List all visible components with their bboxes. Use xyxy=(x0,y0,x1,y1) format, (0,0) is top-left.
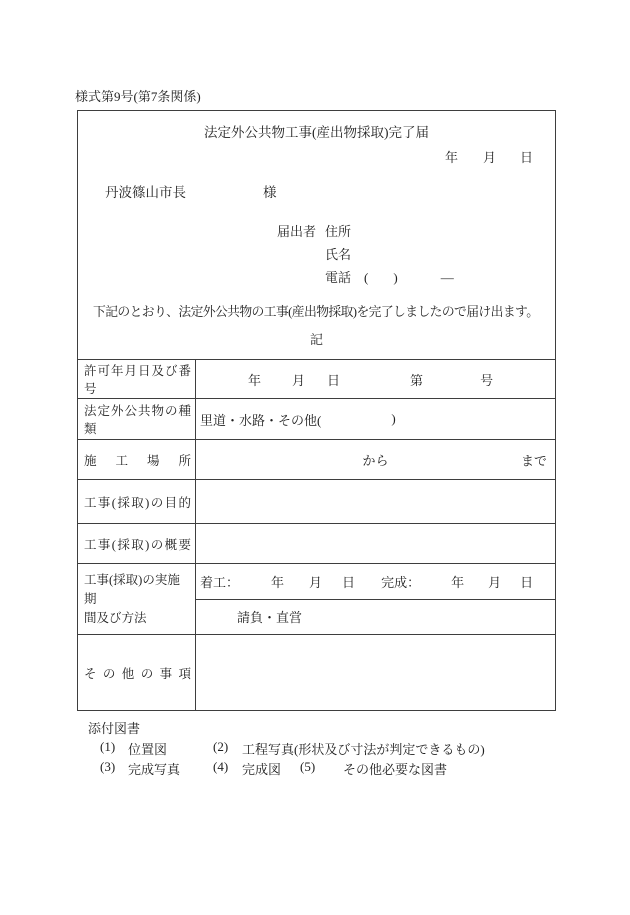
attachment-3-number: (3) xyxy=(100,759,116,774)
row-value xyxy=(196,440,555,479)
phone-paren-close: ) xyxy=(393,270,398,285)
day-label: 日 xyxy=(520,574,534,590)
year-label: 年 xyxy=(271,574,285,590)
month-label: 月 xyxy=(292,372,306,388)
honorific-label: 様 xyxy=(263,185,277,200)
attachment-2-label: 工程写真(形状及び寸法が判定できるもの) xyxy=(242,742,485,757)
date-line xyxy=(445,147,533,166)
row-value xyxy=(196,480,555,523)
year-label: 年 xyxy=(451,574,465,590)
form-table xyxy=(78,359,555,710)
table-row-permit-date-number xyxy=(78,359,555,398)
attachment-1-number: (1) xyxy=(100,739,116,754)
addressee-name: 丹波篠山市長 xyxy=(105,185,186,200)
declarant-label: 届出者 xyxy=(277,224,317,239)
table-row-other-matters xyxy=(78,634,555,710)
day-label: 日 xyxy=(327,372,341,388)
row-label: 工事(採取)の目的 xyxy=(78,480,196,523)
date-day-label: 日 xyxy=(519,150,533,165)
declarant-name-label: 氏名 xyxy=(325,247,352,262)
number-suffix-label: 号 xyxy=(480,372,494,388)
year-label: 年 xyxy=(248,372,262,388)
form-title: 法定外公共物工事(産出物採取)完了届 xyxy=(204,125,429,140)
attachment-1-label: 位置図 xyxy=(128,742,168,757)
form-box xyxy=(77,110,556,711)
table-row-property-type xyxy=(78,398,555,439)
ki-heading: 記 xyxy=(309,332,323,347)
phone-dash: ― xyxy=(440,270,454,285)
table-row-work-summary xyxy=(78,523,555,563)
row-label: 許可年月日及び番号 xyxy=(78,360,196,398)
date-year-label: 年 xyxy=(444,150,458,165)
row-label: 施工場所 xyxy=(78,440,196,479)
row-label: 工事(採取)の実施期 間及び方法 xyxy=(78,564,196,634)
row-label: 工事(採取)の概要 xyxy=(78,524,196,563)
property-type-options: 里道・水路・その他( xyxy=(200,412,322,428)
day-label: 日 xyxy=(342,574,356,590)
location-from-label: から xyxy=(362,453,389,468)
completion-label: 完成： xyxy=(381,574,421,590)
row-label: 法定外公共物の種類 xyxy=(78,399,196,439)
addressee-line xyxy=(105,181,277,201)
attachment-4-number: (4) xyxy=(213,759,229,774)
declarant-line-address xyxy=(277,221,351,240)
start-label: 着工： xyxy=(200,574,240,590)
attachment-2-number: (2) xyxy=(213,739,229,754)
row-value xyxy=(196,524,555,563)
table-row-work-purpose xyxy=(78,479,555,523)
paren-close: ) xyxy=(391,411,396,426)
table-row-work-period-method xyxy=(78,563,555,634)
method-options: 請負・直営 xyxy=(237,610,303,626)
period-sub-row xyxy=(196,564,555,599)
month-label: 月 xyxy=(309,574,323,590)
phone-paren-open: ( xyxy=(364,270,369,285)
declarant-line-phone xyxy=(325,267,454,286)
body-text: 下記のとおり、法定外公共物の工事(産出物採取)を完了しましたので届け出ます。 xyxy=(93,305,539,319)
row-value xyxy=(196,635,555,710)
declarant-address-label: 住所 xyxy=(325,224,352,239)
form-number: 様式第9号(第7条関係) xyxy=(75,89,201,104)
declarant-line-name xyxy=(325,244,351,263)
date-month-label: 月 xyxy=(482,150,496,165)
attachment-4-label: 完成図 xyxy=(242,762,282,777)
attachment-5-number: (5) xyxy=(300,759,316,774)
row-value xyxy=(196,399,555,439)
method-sub-row xyxy=(196,599,555,635)
attachments-title: 添付図書 xyxy=(88,721,141,736)
attachment-5-label: その他必要な図書 xyxy=(343,762,448,777)
declarant-phone-label: 電話 xyxy=(325,270,352,285)
month-label: 月 xyxy=(488,574,502,590)
row-value xyxy=(196,564,555,634)
table-row-work-location xyxy=(78,439,555,479)
row-value xyxy=(196,360,555,398)
row-label: その他の事項 xyxy=(78,635,196,710)
number-prefix-label: 第 xyxy=(410,372,424,388)
attachment-3-label: 完成写真 xyxy=(128,762,181,777)
location-to-label: まで xyxy=(520,453,547,468)
